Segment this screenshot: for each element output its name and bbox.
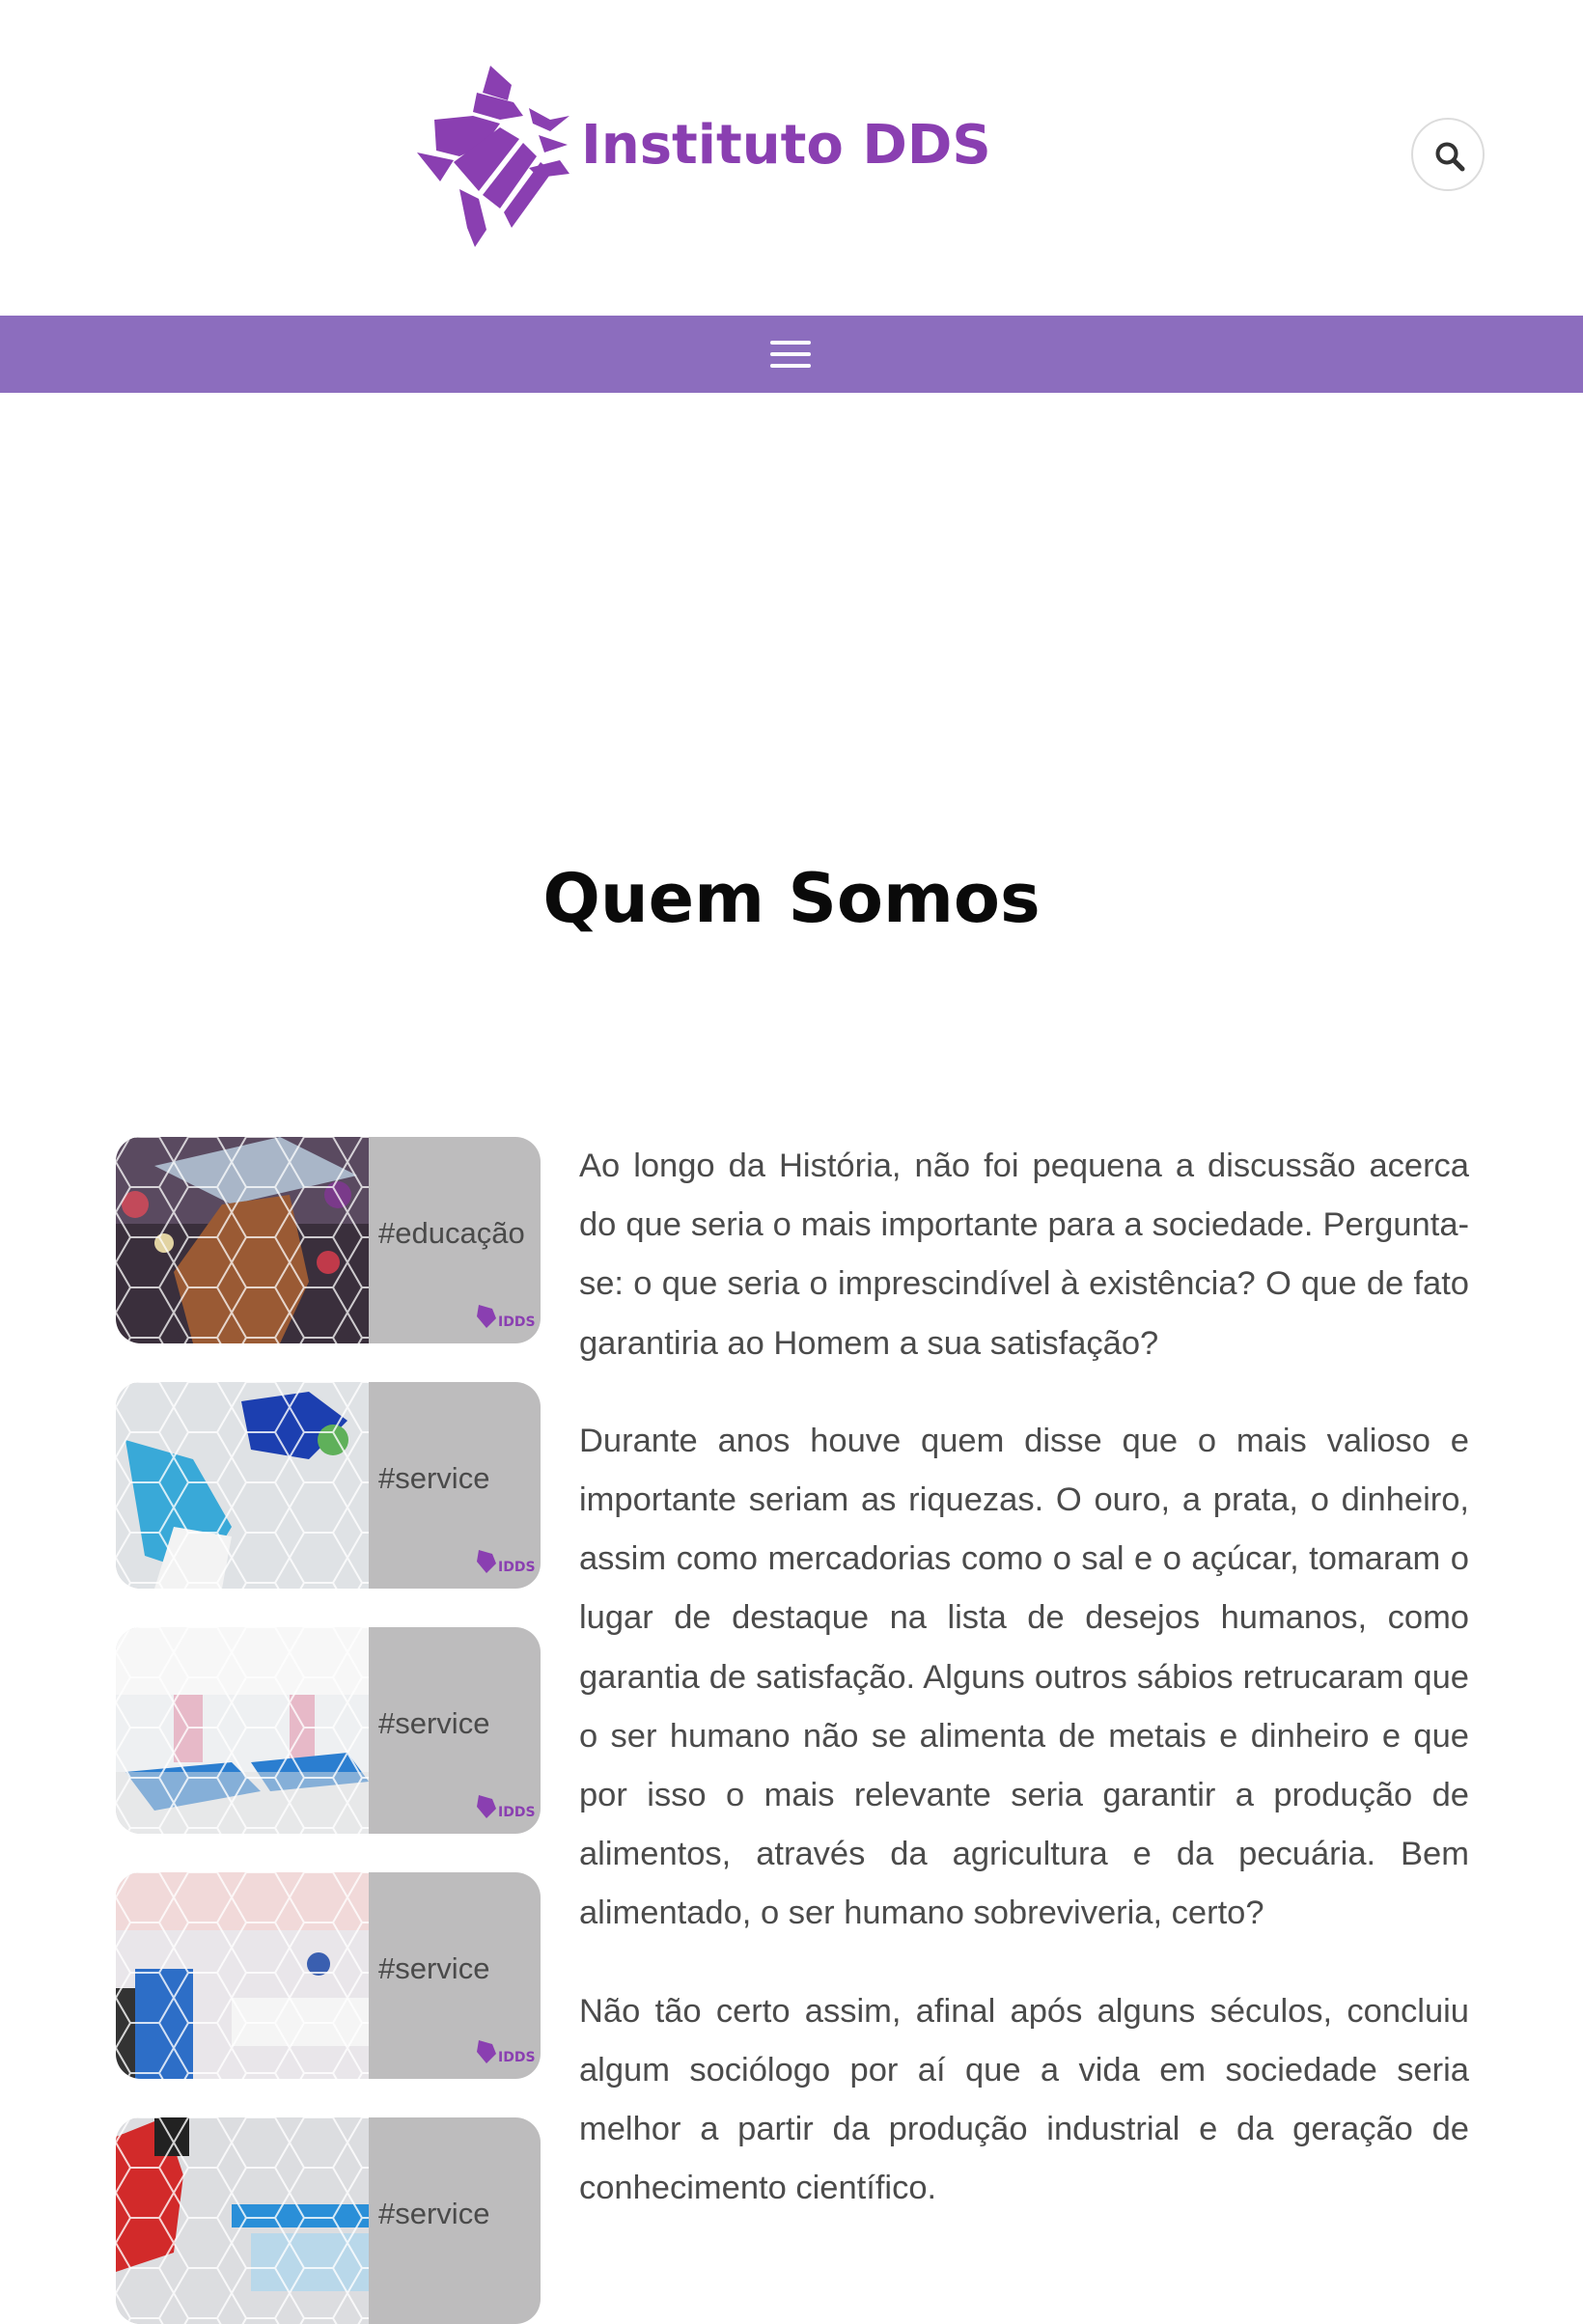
idds-badge-icon: IDDS bbox=[475, 1548, 533, 1579]
logo-text: Instituto DDS bbox=[581, 114, 991, 177]
idds-badge-icon: IDDS bbox=[475, 1303, 533, 1334]
site-header bbox=[0, 0, 1583, 316]
worker-photo bbox=[116, 2117, 369, 2324]
cleaning-photo bbox=[116, 1382, 369, 1589]
card-tag: #service bbox=[378, 1951, 490, 1985]
paragraph: Durante anos houve quem disse que o mais valioso e importante seriam as riquezas. O ouro, a prata, o dinheiro, assim como mercadorias como o sal e o açúcar, tomaram o lugar de destaque na lista de desejos humanos, como garantia de satisfação. Alguns outros sábios retrucaram que o ser humano não se alimenta de metais e dinheiro e que por isso o mais relevante seria garantir a produção de alimentos, através da agricultura e da pecuária. Bem alimentado, o ser humano sobreviveria, certo? bbox=[579, 1422, 1469, 1932]
card-tag: #educação bbox=[378, 1216, 525, 1250]
card-tag: #service bbox=[378, 2197, 490, 2230]
hospital-beds-photo bbox=[116, 1627, 369, 1834]
page-title: Quem Somos bbox=[542, 859, 1041, 938]
paragraph: Não tão certo assim, afinal após alguns séculos, concluiu algum sociólogo por aí que a vida em sociedade seria melhor a partir da produção industrial e da geração de conhecimento científico. bbox=[579, 1992, 1469, 2207]
graduation-photo bbox=[116, 1137, 369, 1343]
card-service-clinic[interactable] bbox=[116, 1872, 541, 2079]
search-button[interactable] bbox=[1411, 118, 1485, 191]
hamburger-menu-icon[interactable] bbox=[770, 339, 813, 370]
paragraph: Ao longo da História, não foi pequena a discussão acerca do que seria o mais importante para a sociedade. Pergunta-se: o que seria o imprescindível à existência? O que de fato garantiria ao Homem a sua satisfação? bbox=[579, 1148, 1469, 1362]
main-navigation bbox=[0, 316, 1583, 393]
about-text bbox=[579, 1137, 1469, 2256]
card-tag: #service bbox=[378, 1461, 490, 1495]
card-educacao[interactable] bbox=[116, 1137, 541, 1343]
lion-logo-icon bbox=[415, 64, 569, 252]
search-icon bbox=[1434, 141, 1465, 172]
site-logo[interactable] bbox=[415, 64, 991, 252]
card-tag: #service bbox=[378, 1706, 490, 1740]
card-service-worker[interactable] bbox=[116, 2117, 541, 2324]
idds-badge-icon: IDDS bbox=[475, 2038, 533, 2069]
idds-badge-icon: IDDS bbox=[475, 1793, 533, 1824]
card-service-cleaning[interactable] bbox=[116, 1382, 541, 1589]
card-service-hospital[interactable] bbox=[116, 1627, 541, 1834]
clinic-reception-photo bbox=[116, 1872, 369, 2079]
